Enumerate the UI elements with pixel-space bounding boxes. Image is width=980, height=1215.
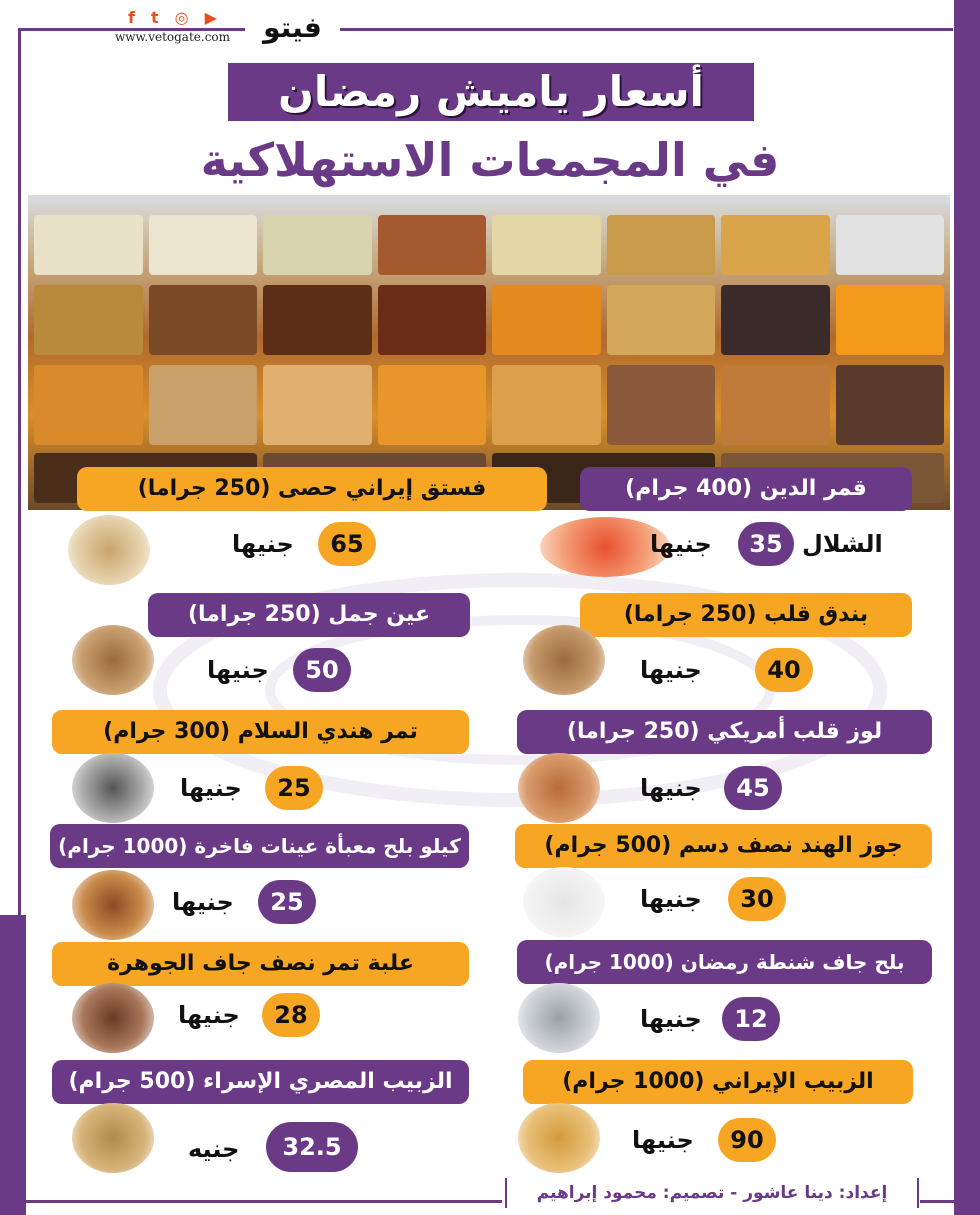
title-line-2: في المجمعات الاستهلاكية — [200, 133, 780, 187]
price-unit: جنيها — [172, 888, 234, 916]
frame-left-border — [18, 28, 21, 918]
price-unit: جنيها — [232, 530, 294, 558]
item-label: الزبيب المصري الإسراء (500 جرام) — [52, 1060, 469, 1104]
vetogate-logo: فيتو — [245, 10, 340, 46]
price-unit: جنيها — [650, 530, 712, 558]
price-unit: جنيها — [640, 774, 702, 802]
credit-line: إعداد: دينا عاشور - تصميم: محمود إبراهيم — [505, 1178, 919, 1208]
item-label: تمر هندي السلام (300 جرام) — [52, 710, 469, 754]
instagram-icon[interactable]: ◎ — [174, 8, 189, 27]
price-badge: 25 — [258, 880, 316, 924]
twitter-icon[interactable]: t — [151, 8, 159, 27]
frame-right-bar — [954, 0, 980, 1215]
brand-suffix: الشلال — [802, 530, 883, 558]
facebook-icon[interactable]: f — [128, 8, 136, 27]
item-label: لوز قلب أمريكي (250 جراما) — [517, 710, 932, 754]
item-label: فستق إيراني حصى (250 جراما) — [77, 467, 547, 511]
price-unit: جنيها — [640, 885, 702, 913]
youtube-icon[interactable]: ▶ — [204, 8, 217, 27]
egyptian-raisins-image — [72, 1103, 154, 1173]
item-label: جوز الهند نصف دسم (500 جرام) — [515, 824, 932, 868]
frame-bottom-border-right — [920, 1200, 960, 1203]
price-badge: 25 — [265, 766, 323, 810]
almond-image — [518, 753, 600, 823]
dates-image — [72, 870, 154, 940]
site-url[interactable]: www.vetogate.com — [114, 30, 231, 44]
price-badge: 28 — [262, 993, 320, 1037]
item-label: الزبيب الإيراني (1000 جرام) — [523, 1060, 913, 1104]
walnut-image — [72, 625, 154, 695]
price-badge: 45 — [724, 766, 782, 810]
frame-bottom-border — [26, 1200, 502, 1203]
price-badge: 65 — [318, 522, 376, 566]
item-label: بندق قلب (250 جراما) — [580, 593, 912, 637]
item-label: عين جمل (250 جراما) — [148, 593, 470, 637]
price-badge: 90 — [718, 1118, 776, 1162]
dried-dates-image — [518, 983, 600, 1053]
price-unit: جنيها — [178, 1001, 240, 1029]
item-label: قمر الدين (400 جرام) — [580, 467, 912, 511]
price-badge: 12 — [722, 997, 780, 1041]
iranian-raisins-image — [518, 1103, 600, 1173]
coconut-image — [523, 867, 605, 937]
price-badge: 35 — [738, 522, 794, 566]
price-badge: 30 — [728, 877, 786, 921]
price-unit: جنيها — [640, 1005, 702, 1033]
price-unit: جنيها — [207, 656, 269, 684]
price-unit: جنيها — [640, 656, 702, 684]
dried-fruits-photo — [28, 195, 950, 510]
title-line-1: أسعار ياميش رمضان — [228, 63, 754, 121]
price-unit: جنيها — [632, 1126, 694, 1154]
price-badge: 40 — [755, 648, 813, 692]
date-box-image — [72, 983, 154, 1053]
pistachio-image — [68, 515, 150, 585]
item-label: كيلو بلح معبأة عينات فاخرة (1000 جرام) — [50, 824, 469, 868]
item-label: بلح جاف شنطة رمضان (1000 جرام) — [517, 940, 932, 984]
social-links — [105, 8, 240, 46]
price-unit: جنيها — [180, 774, 242, 802]
frame-bottom-left-bar — [0, 915, 26, 1215]
price-badge: 50 — [293, 648, 351, 692]
price-badge: 32.5 — [266, 1122, 358, 1172]
tamarind-image — [72, 753, 154, 823]
hazelnut-image — [523, 625, 605, 695]
price-unit: جنيه — [188, 1135, 240, 1163]
item-label: علبة تمر نصف جاف الجوهرة — [52, 942, 469, 986]
